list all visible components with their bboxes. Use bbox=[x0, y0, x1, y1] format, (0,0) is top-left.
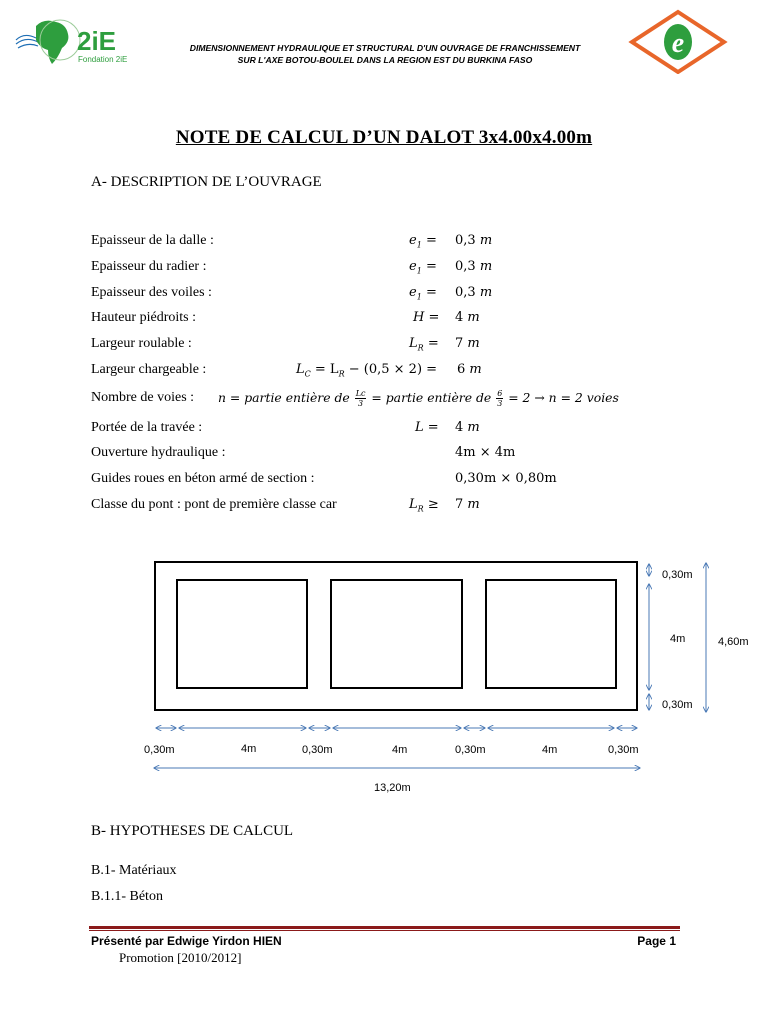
page-number: Page 1 bbox=[637, 934, 676, 948]
subsection-concrete: B.1.1- Béton bbox=[91, 889, 163, 904]
param-label: Largeur roulable : bbox=[91, 336, 192, 351]
dim-label-wall: 0,30m bbox=[455, 744, 486, 756]
param-value: 0,3 m bbox=[455, 259, 493, 274]
dim-label-wall: 0,30m bbox=[144, 744, 175, 756]
param-label: Ouverture hydraulique : bbox=[91, 445, 226, 460]
dim-label-cell: 4m bbox=[241, 743, 257, 755]
e-logo bbox=[628, 8, 728, 74]
footer-promotion: Promotion [2010/2012] bbox=[119, 950, 242, 965]
param-label: Epaisseur des voiles : bbox=[91, 285, 212, 300]
dim-label-top-slab: 0,30m bbox=[662, 569, 693, 581]
param-formula: H = bbox=[413, 310, 440, 325]
header-title bbox=[150, 42, 620, 66]
param-value: 6 m bbox=[457, 362, 482, 377]
logo-2ie-text: 2iE bbox=[77, 26, 117, 56]
footer-rule bbox=[89, 926, 680, 929]
dalot-cross-section-diagram bbox=[0, 548, 768, 808]
param-value: 0,3 m bbox=[455, 285, 493, 300]
param-formula: $L_R$ ≥ bbox=[409, 497, 439, 514]
param-value: 0,30m × 0,80m bbox=[455, 471, 557, 486]
dim-label-cell: 4m bbox=[542, 744, 558, 756]
dim-label-total-width: 13,20m bbox=[374, 782, 411, 794]
param-value: 4 m bbox=[455, 420, 480, 435]
subsection-materials: B.1- Matériaux bbox=[91, 863, 177, 878]
param-formula: L = bbox=[415, 420, 439, 435]
param-value: 7 m bbox=[455, 497, 480, 512]
dalot-cell-1 bbox=[177, 580, 307, 688]
param-formula: $e_1$ = bbox=[409, 233, 437, 250]
dim-label-height: 4m bbox=[670, 633, 686, 645]
param-label: Guides roues en béton armé de section : bbox=[91, 471, 315, 486]
param-label: Epaisseur du radier : bbox=[91, 259, 207, 274]
param-label: Hauteur piédroits : bbox=[91, 310, 196, 325]
param-label: Portée de la travée : bbox=[91, 420, 203, 435]
param-formula: $L_R$ = bbox=[409, 336, 439, 353]
dalot-cell-2 bbox=[331, 580, 462, 688]
document-title: NOTE DE CALCUL D’UN DALOT 3x4.00x4.00m bbox=[175, 127, 593, 148]
logo-2ie-subtext: Fondation 2iE bbox=[78, 55, 128, 64]
dim-label-total-height: 4,60m bbox=[718, 636, 749, 648]
dim-label-cell: 4m bbox=[392, 744, 408, 756]
section-a-heading: A- DESCRIPTION DE L’OUVRAGE bbox=[91, 174, 322, 190]
footer-author: Présenté par Edwige Yirdon HIEN bbox=[91, 934, 282, 948]
footer-rule-thin bbox=[89, 930, 680, 931]
param-label: Classe du pont : pont de première classe car bbox=[91, 497, 337, 512]
param-value: 0,3 m bbox=[455, 233, 493, 248]
param-formula: n = partie entière de $\frac{Lc}{3}$ = partie entière de $\frac{6}{3}$ = 2 → n = 2 voies bbox=[218, 389, 619, 408]
param-formula: $L_C = L_R - (0,5 \times 2)$ = bbox=[296, 362, 438, 379]
dalot-cell-3 bbox=[486, 580, 616, 688]
dim-label-bottom-slab: 0,30m bbox=[662, 699, 693, 711]
dim-label-wall: 0,30m bbox=[608, 744, 639, 756]
param-value: 7 m bbox=[455, 336, 480, 351]
param-label: Epaisseur de la dalle : bbox=[91, 233, 214, 248]
header-title-line2: SUR L'AXE BOTOU-BOULEL DANS LA REGION EST DU BURKINA FASO bbox=[237, 55, 533, 65]
section-b-heading: B- HYPOTHESES DE CALCUL bbox=[91, 823, 294, 839]
param-label: Nombre de voies : bbox=[91, 390, 195, 405]
param-value: 4 m bbox=[455, 310, 480, 325]
param-formula: $e_1$ = bbox=[409, 285, 437, 302]
dim-label-wall: 0,30m bbox=[302, 744, 333, 756]
header-title-line1: DIMENSIONNEMENT HYDRAULIQUE ET STRUCTURAL D'UN OUVRAGE DE FRANCHISSEMENT bbox=[189, 43, 581, 53]
e-logo-letter: e bbox=[671, 28, 685, 59]
param-label: Largeur chargeable : bbox=[91, 362, 207, 377]
fondation-2ie-logo bbox=[14, 14, 144, 66]
param-value: 4m × 4m bbox=[455, 445, 516, 460]
param-formula: $e_1$ = bbox=[409, 259, 437, 276]
